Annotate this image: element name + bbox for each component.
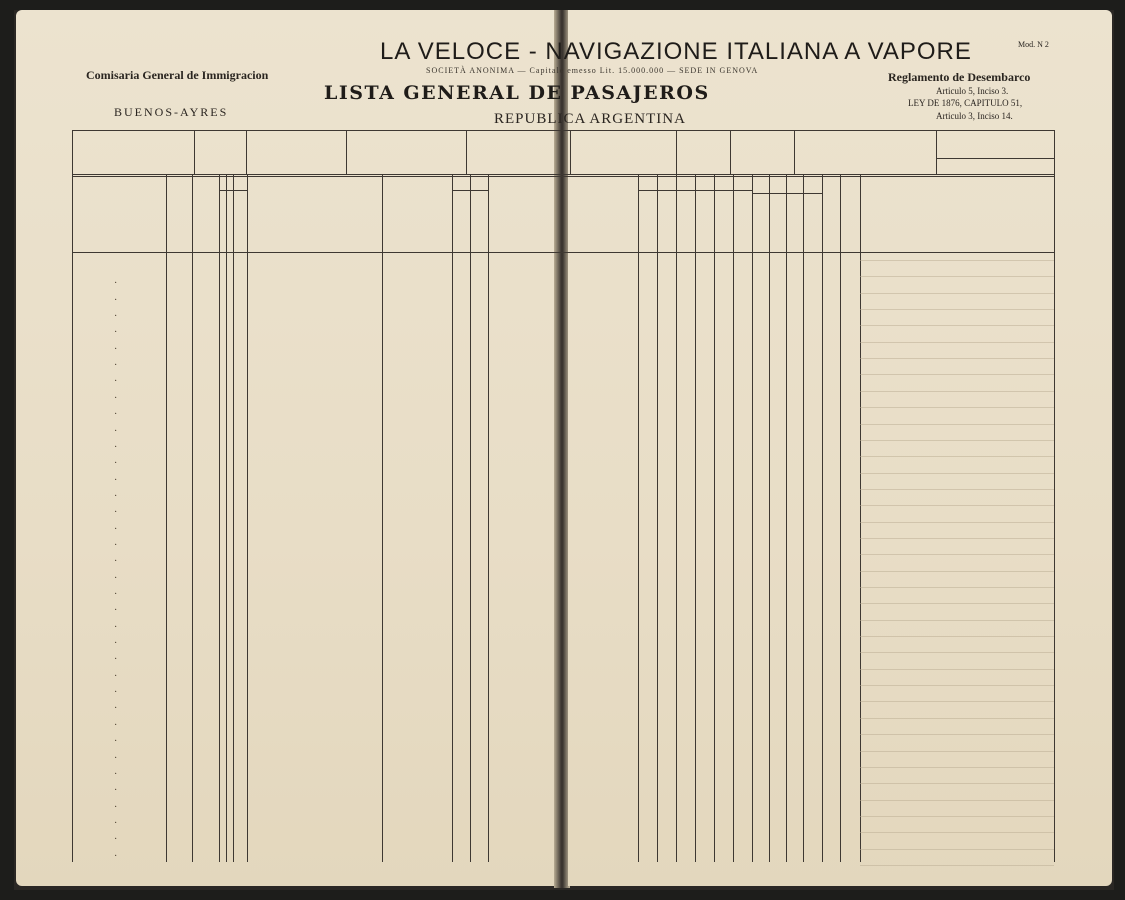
obs-guide-19 xyxy=(860,571,1054,572)
estado-rule xyxy=(638,190,695,191)
reglamento-art1: Articulo 5, Inciso 3. xyxy=(936,86,1009,96)
obs-guide-21 xyxy=(860,603,1054,604)
obs-guide-16 xyxy=(860,522,1054,523)
col-rule-19 xyxy=(752,174,753,862)
ship-col-rule-1 xyxy=(194,130,195,174)
port-ditto: · xyxy=(114,458,118,470)
port-ditto: · xyxy=(114,556,118,568)
obs-guide-34 xyxy=(860,816,1054,817)
port-ditto: · xyxy=(114,409,118,421)
col-rule-7 xyxy=(382,174,383,862)
col-rule-10 xyxy=(488,174,489,862)
port-ditto: · xyxy=(114,589,118,600)
obs-guide-27 xyxy=(860,701,1054,702)
clases-rule xyxy=(219,190,247,191)
col-rule-20 xyxy=(769,174,770,862)
left-city: BUENOS-AYRES xyxy=(114,105,229,119)
obs-guide-17 xyxy=(860,538,1054,539)
col-rule-9 xyxy=(470,174,471,862)
ship-col-rule-3 xyxy=(346,130,347,174)
port-ditto: · xyxy=(114,768,118,780)
obs-guide-10 xyxy=(860,424,1054,425)
port-ditto: · xyxy=(114,670,118,682)
obs-guide-18 xyxy=(860,554,1054,555)
col-rule-24 xyxy=(840,174,841,862)
ship-col-rule-6 xyxy=(676,130,677,174)
obs-guide-25 xyxy=(860,669,1054,670)
col-rule-5 xyxy=(233,174,234,862)
col-rule-23 xyxy=(822,174,823,862)
col-rule-8 xyxy=(452,174,453,862)
obs-guide-12 xyxy=(860,456,1054,457)
obs-guide-5 xyxy=(860,342,1054,343)
port-ditto: · xyxy=(114,752,118,764)
reglamento-art2: Articulo 3, Inciso 14. xyxy=(936,111,1013,121)
col-rule-26 xyxy=(1054,174,1055,862)
table-rule-0 xyxy=(72,130,1054,131)
port-ditto: · xyxy=(114,572,118,584)
obs-guide-15 xyxy=(860,505,1054,506)
port-ditto: · xyxy=(114,474,118,486)
col-rule-2 xyxy=(192,174,193,862)
port-ditto: · xyxy=(114,376,118,388)
company-title: LA VELOCE - NAVIGAZIONE ITALIANA A VAPORE xyxy=(380,38,972,65)
col-rule-21 xyxy=(786,174,787,862)
port-ditto: · xyxy=(114,703,118,715)
port-ditto: · xyxy=(114,441,118,453)
obs-guide-11 xyxy=(860,440,1054,441)
port-ditto: · xyxy=(114,785,118,797)
port-ditto: · xyxy=(114,736,118,748)
obs-guide-2 xyxy=(860,293,1054,294)
col-rule-0 xyxy=(72,174,73,862)
obs-guide-23 xyxy=(860,636,1054,637)
port-ditto: · xyxy=(114,638,118,650)
col-rule-3 xyxy=(219,174,220,862)
obs-guide-4 xyxy=(860,325,1054,326)
port-ditto: · xyxy=(114,605,118,617)
port-ditto: · xyxy=(114,425,118,437)
port-ditto: · xyxy=(114,687,118,699)
sexo-rule xyxy=(452,190,488,191)
register-book xyxy=(14,10,1114,890)
port-ditto: · xyxy=(114,392,118,404)
ship-col-rule-8 xyxy=(794,130,795,174)
port-ditto: · xyxy=(114,311,118,323)
col-rule-16 xyxy=(695,174,696,862)
col-rule-14 xyxy=(657,174,658,862)
ship-col-rule-4 xyxy=(466,130,467,174)
obs-guide-7 xyxy=(860,374,1054,375)
col-rule-15 xyxy=(676,174,677,862)
obs-guide-3 xyxy=(860,309,1054,310)
port-ditto: · xyxy=(114,539,118,551)
port-ditto: · xyxy=(114,327,118,339)
port-ditto: · xyxy=(114,801,118,813)
port-ditto: · xyxy=(114,360,118,372)
obs-guide-26 xyxy=(860,685,1054,686)
port-ditto: · xyxy=(114,343,118,355)
ship-col-rule-7 xyxy=(730,130,731,174)
obs-guide-31 xyxy=(860,767,1054,768)
date-rule xyxy=(936,158,1054,159)
country-title: REPUBLICA ARGENTINA xyxy=(494,111,686,127)
obs-guide-24 xyxy=(860,652,1054,653)
port-ditto: · xyxy=(114,621,118,633)
port-ditto: · xyxy=(114,654,118,666)
obs-guide-30 xyxy=(860,751,1054,752)
col-rule-18 xyxy=(733,174,734,862)
obs-guide-20 xyxy=(860,587,1054,588)
port-ditto: · xyxy=(114,719,118,731)
obs-guide-28 xyxy=(860,718,1054,719)
obs-guide-37 xyxy=(860,865,1054,866)
left-page xyxy=(16,10,556,886)
ship-col-rule-5 xyxy=(570,130,571,174)
obs-guide-22 xyxy=(860,620,1054,621)
col-rule-1 xyxy=(166,174,167,862)
reglamento-title: Reglamento de Desembarco xyxy=(888,70,1031,84)
reglamento-ley: LEY DE 1876, CAPITULO 51, xyxy=(908,98,1023,108)
form-number: Mod. N 2 xyxy=(1018,40,1049,49)
obs-guide-6 xyxy=(860,358,1054,359)
left-office-title: Comisaria General de Immigracion xyxy=(86,68,269,82)
list-title: LISTA GENERAL DE PASAJEROS xyxy=(324,82,710,104)
religion-rule xyxy=(695,190,752,191)
obs-guide-36 xyxy=(860,849,1054,850)
col-rule-13 xyxy=(638,174,639,862)
col-rule-17 xyxy=(714,174,715,862)
port-ditto: · xyxy=(114,507,118,519)
obs-guide-8 xyxy=(860,391,1054,392)
obs-guide-33 xyxy=(860,800,1054,801)
obs-guide-9 xyxy=(860,407,1054,408)
port-ditto: · xyxy=(114,523,118,535)
port-ditto: · xyxy=(114,490,118,502)
obs-guide-13 xyxy=(860,473,1054,474)
port-ditto: · xyxy=(114,834,118,846)
obs-guide-1 xyxy=(860,276,1054,277)
obs-guide-14 xyxy=(860,489,1054,490)
ship-col-rule-9 xyxy=(936,130,937,174)
port-ditto: · xyxy=(114,850,118,862)
instruccion-rule xyxy=(752,193,822,194)
port-ditto: · xyxy=(114,817,118,829)
ship-col-rule-0 xyxy=(72,130,73,174)
port-ditto: · xyxy=(114,278,118,290)
col-rule-4 xyxy=(226,174,227,862)
obs-guide-35 xyxy=(860,832,1054,833)
port-ditto: · xyxy=(114,294,118,306)
company-subtitle: SOCIETÀ ANONIMA — Capitale emesso Lit. 15.000.000 — SEDE IN GENOVA xyxy=(426,66,759,75)
obs-guide-29 xyxy=(860,734,1054,735)
obs-guide-0 xyxy=(860,260,1054,261)
ship-col-rule-2 xyxy=(246,130,247,174)
obs-guide-32 xyxy=(860,783,1054,784)
col-rule-22 xyxy=(803,174,804,862)
col-rule-6 xyxy=(247,174,248,862)
